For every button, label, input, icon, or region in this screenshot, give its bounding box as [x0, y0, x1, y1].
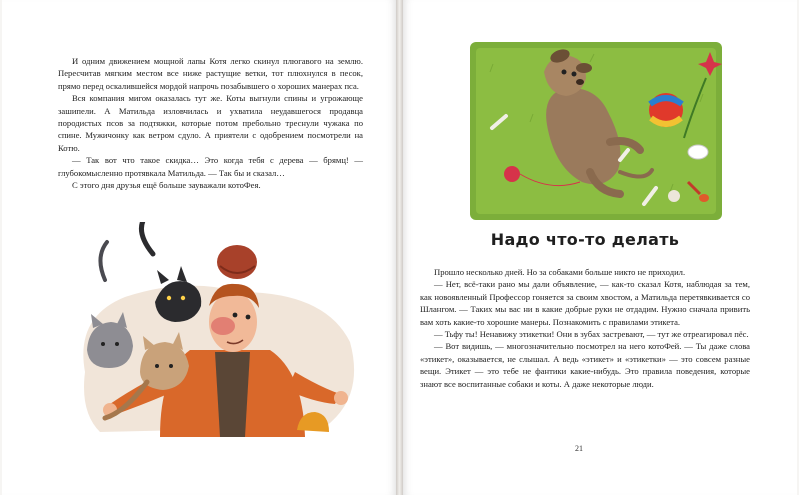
book-gutter: [396, 0, 403, 495]
paragraph: Прошло несколько дней. Но за собаками больше никто не приходил.: [434, 267, 686, 277]
paragraph: — Тьфу ты! Ненавижу этикетки! Они в зубах застревают, — тут же отреагировал пёс.: [434, 329, 749, 340]
left-page-text: [58, 55, 363, 191]
paragraph: — Вот видишь, — многозначительно посмотрел на него котоФей. — Ты даже слова «этикет», оказывается, не слышал. А ведь «этикет» и «этикетки» — это совсем разные вещи. Этикет — это тебе не фантики какие-нибудь. Это правила поведения, которые знают все воспитанные собаки и коты. А даже некоторые люди.: [420, 341, 750, 389]
paragraph: Вся компания мигом оказалась тут же. Коты выгнули спины и угрожающе зашипели. А Матильда изловчилась и ухватила неудавшегося продавца породистых псов за подтяжки, которые потом пребольно треснули чужака по спине. Мужичонку как ветром сдуло. А приятели с одобрением посмотрели на Котю.: [58, 93, 363, 153]
paragraph: И одним движением мощной лапы Котя легко скинул плюгавого на землю. Пересчитав мягким местом все ниже растущие ветки, тот плюхнулся в песок, прямо перед оскалившейся мордой напрочь позабывшего о хороших манерах пса.: [58, 56, 363, 91]
chapter-title: Надо что-то делать: [490, 230, 680, 249]
paragraph: — Так вот что такое скидка… Это когда тебя с дерева — брямц! — глубокомысленно протявкала Матильда. — Так бы и сказал…: [58, 155, 363, 178]
man-with-cats-illustration: [65, 222, 365, 447]
right-page-text: [420, 266, 750, 390]
paragraph: С этого дня друзья ещё больше зауважали котоФея.: [72, 180, 261, 191]
paragraph: — Нет, всё-таки рано мы дали объявление, — как-то сказал Котя, наблюдая за тем, как новоявленный Профессор гоняется за своим хвостом, а Матильда перетявкивается со Шлангом. — Таких мы вас ни в какие добрые руки не отдадим. Нужно сначала привить вам хоть какие-то хорошие манеры. Познакомить с правилами этикета.: [420, 279, 750, 327]
page-number: 21: [575, 444, 583, 453]
dog-on-grass-illustration: [470, 42, 722, 220]
